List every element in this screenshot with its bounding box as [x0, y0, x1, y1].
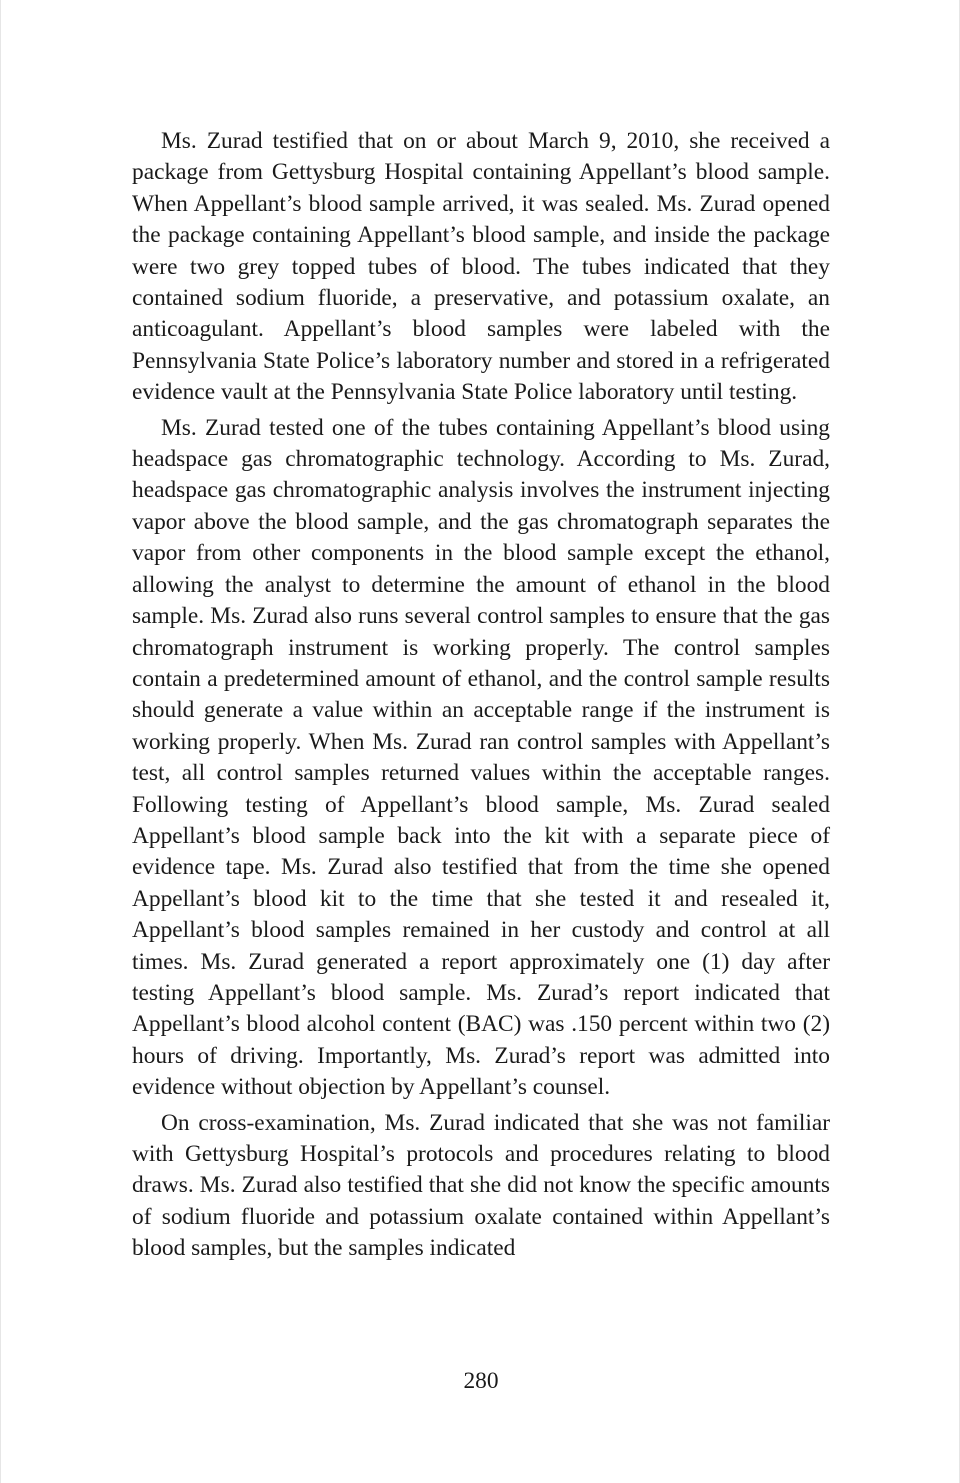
- paragraph-3: On cross-examination, Ms. Zurad indicated that she was not familiar with Gettysburg Hospital’s protocols and procedures relating to blood draws. Ms. Zurad also testified that she did not know the specific amounts of sodium fluoride and potassium oxalate contained within Appellant’s blood samples, but the samples indicated: [132, 1109, 830, 1262]
- paragraph-1: Ms. Zurad testified that on or about March 9, 2010, she received a package from Gettysburg Hospital containing Appellant’s blood sample. When Appellant’s blood sample arrived, it was sealed. Ms. Zurad opened the package containing Appellant’s blood sample, and inside the package were two grey topped tubes of blood. The tubes indicated that they contained sodium fluoride, a preservative, and potassium oxalate, an anticoagulant. Appellant’s blood samples were labeled with the Pennsylvania State Police’s laboratory number and stored in a refrigerated evidence vault at the Pennsylvania State Police laboratory until testing.: [132, 128, 830, 406]
- page-number: 280: [463, 1368, 499, 1394]
- paragraph-2: Ms. Zurad tested one of the tubes containing Appellant’s blood using headspace gas chromatographic technology. According to Ms. Zurad, headspace gas chromatographic analysis involves the instrument injecting vapor above the blood sample, and the gas chromatograph separates the vapor from other components in the blood sample except the ethanol, allowing the analyst to determine the amount of ethanol in the blood sample. Ms. Zurad also runs several control samples to ensure that the gas chromatograph instrument is working properly. The control samples contain a predetermined amount of ethanol, and the control sample results should generate a value within an acceptable range if the instrument is working properly. When Ms. Zurad ran control samples with Appellant’s test, all control samples returned values within the acceptable ranges. Following testing of Appellant’s blood sample, Ms. Zurad sealed Appellant’s blood sample back into the kit with a separate piece of evidence tape. Ms. Zurad also testified that from the time she opened Appellant’s blood kit to the time that she tested it and resealed it, Appellant’s blood samples remained in her custody and control at all times. Ms. Zurad generated a report approximately one (1) day after testing Appellant’s blood sample. Ms. Zurad’s report indicated that Appellant’s blood alcohol content (BAC) was .150 percent within two (2) hours of driving. Importantly, Ms. Zurad’s report was admitted into evidence without objection by Appellant’s counsel.: [132, 414, 830, 1101]
- body-text: [132, 126, 830, 1269]
